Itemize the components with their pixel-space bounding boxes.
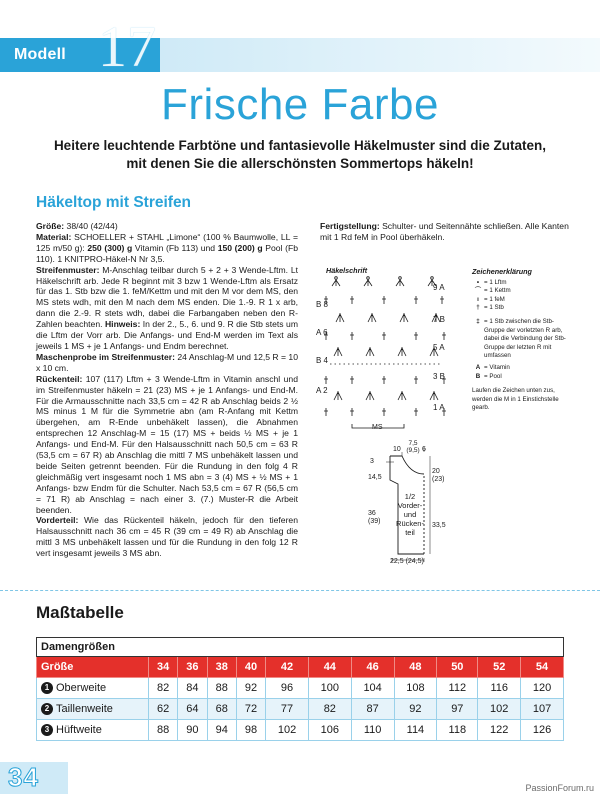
row-label-3: 3 B: [433, 372, 446, 381]
material-label: Material:: [36, 231, 72, 242]
table-cell: 108: [394, 678, 437, 699]
table-cell: 112: [437, 678, 478, 699]
modell-label: Modell: [14, 46, 66, 63]
legend-title: Zeichenerklärung: [472, 267, 532, 276]
table-cell: 110: [351, 720, 394, 741]
table-cell: 96: [266, 678, 309, 699]
legend-symbol: •: [476, 278, 480, 286]
dim-top-left: 10: [393, 446, 401, 453]
section-divider: [0, 590, 600, 591]
table-cell: 97: [437, 699, 478, 720]
table-cell: 72: [236, 699, 265, 720]
hinweis-label: Hinweis:: [104, 319, 141, 330]
material-bold-1: 250 (300) g: [87, 242, 133, 253]
section-title: Häkeltop mit Streifen: [36, 194, 192, 211]
row-label-text: Hüftweite: [56, 723, 102, 736]
streifen-label: Streifenmuster:: [36, 264, 100, 275]
size-cell: 44: [308, 657, 351, 678]
legend-text: = 1 feM: [484, 295, 505, 303]
table-cell: 98: [236, 720, 265, 741]
size-cell: 46: [351, 657, 394, 678]
size-cell: 54: [521, 657, 564, 678]
table-cell: 104: [351, 678, 394, 699]
row-label-9: 9 A: [433, 283, 445, 292]
size-cell: 36: [178, 657, 207, 678]
material-bold-2: 150 (200) g: [217, 242, 263, 253]
table-cell: 100: [308, 678, 351, 699]
size-label: Größe: [37, 657, 149, 678]
table-cell: 114: [394, 720, 437, 741]
material-text-c: Pool (Fb 110). 1 KNITPRO-Häkel-N Nr 3,5.: [36, 242, 298, 264]
subtitle: [40, 137, 560, 173]
legend-b-text: = Pool: [484, 372, 502, 380]
mass-title: Maßtabelle: [36, 603, 124, 622]
size-cell: 42: [266, 657, 309, 678]
legend-item-b: [472, 373, 572, 382]
table-row: [37, 678, 564, 699]
size-cell: 38: [207, 657, 236, 678]
streifen-text-a: M-Anschlag teilbar durch 5 + 2 + 3 Wende-Lftm. Lt Häkelschrift arb. Jede R beginnt mit 3 bzw 1 Wende-Lftm als Ersatz für das 1. Stb bzw die 1. feM/Kettm und mit den M vor dem MS, den MS stets wdh, mit den M nach dem MS enden. Die 1.-9. R 1 x arb, dann die 2.-9. R stets wdh, dabei die Farbangaben neben den R-Zahlen beachten.: [36, 264, 298, 330]
table-cell: 118: [437, 720, 478, 741]
row-label-1: 1 A: [433, 403, 445, 412]
ruecken-paragraph: [36, 374, 298, 516]
row-label-2: A 2: [316, 386, 328, 395]
legend-symbol: ı: [477, 295, 479, 303]
legend-group-text: = 1 Stb zwischen die Stb-Gruppe der vorletzten R arb, dabei die Verbindung der Stb-Gruppe der letzten R mit umfassen: [484, 317, 566, 360]
table-group-header: Damengrößen: [37, 638, 564, 657]
page-title: Frische Farbe: [161, 80, 439, 129]
fertig-text: Schulter- und Seitennähte schließen. Alle Kanten mit 1 Rd feM in Pool überhäkeln.: [320, 221, 569, 242]
number-3-icon: 3: [41, 724, 53, 736]
table-header-row: [37, 657, 564, 678]
dim-left-145: 14,5: [368, 474, 382, 481]
legend-item-a: [472, 364, 572, 373]
maschen-text: 24 Anschlag-M und 12,5 R = 10 x 10 cm.: [36, 351, 298, 373]
ruecken-text: 107 (117) Lftm + 3 Wende-Lftm in Vitamin anschl und im Streifenmuster häkeln = 21 (23) MS + je 1 Anfangs- und End-M. Für die Armausschnitte nach 33,5 cm = 42 R ab Anschlag beids 2 ½ MS minus 1 M für die Symmetrie abn (am R-Anfang mit Kettm übergehen, am R-Ende unbehäkelt lassen), die Abnahmen entsprechen 12 Anschlag-M = 15 (17) MS + beids ½ MS + je 1 Anfangs- und End-M. Für den Halsausschnitt nach 50,5 cm = 63 R (53,5 cm = 67 R) ab Anschlag die mittl 7 MS unbehäkelt lassen und beide Seiten getrennt beenden. Für die Rundung in den folg 4 R gleichmäßig vert insgesamt noch 1 MS abn = 3 (4) MS + ½ MS + 1 Anfangs- bzw Endm für die Schulter. Nach 53,5 cm = 67 R (56,5 cm = 71 R) ab Anschlag = nach einer 3. (7.) Muster-R die Arbeit beenden.: [36, 373, 298, 515]
page-number: 34: [8, 762, 39, 792]
groesse-text: 38/40 (42/44): [64, 221, 118, 231]
fertig-paragraph: [320, 221, 570, 243]
streifen-paragraph: [36, 265, 298, 352]
streifen-text-b: In der 2., 5., 6. und 9. R die Stb stets um die Lftm der Vorr arb. Die Anfangs- und End-M werden im Text als jeweils 1 MS + je 1 Anfangs- und Endm berechnet.: [36, 319, 298, 351]
instructions-column: [36, 221, 298, 559]
size-cell: 52: [478, 657, 521, 678]
dim-top-mid: 7,5 (9,5): [406, 440, 420, 454]
row-label-oberweite: [37, 678, 149, 699]
row-label-7: 7 B: [433, 315, 446, 324]
legend-item: [472, 287, 572, 296]
dim-left-36: 36 (39): [368, 510, 381, 525]
size-cell: 34: [149, 657, 178, 678]
row-label-5: 5 A: [433, 343, 445, 352]
table-cell: 82: [149, 678, 178, 699]
subtitle-line-1: Heitere leuchtende Farbtöne und fantasievolle Häkelmuster sind die Zutaten,: [53, 138, 547, 153]
dim-top-right: 6: [422, 446, 426, 453]
table-cell: 68: [207, 699, 236, 720]
dim-left-3: 3: [370, 458, 374, 465]
dim-right-20: 20 (23): [432, 468, 445, 483]
table-cell: 92: [236, 678, 265, 699]
legend-item: [472, 279, 572, 288]
chart-title: Häkelschrift: [326, 266, 368, 275]
maschen-label: Maschenprobe im Streifenmuster:: [36, 351, 175, 362]
table-cell: 122: [478, 720, 521, 741]
ruecken-label: Rückenteil:: [36, 373, 83, 384]
table-cell: 102: [266, 720, 309, 741]
row-label-8: B 8: [316, 300, 329, 309]
legend-text: = 1 Kettm: [484, 287, 511, 295]
number-1-icon: 1: [41, 682, 53, 694]
table-row: [37, 699, 564, 720]
stitch-group-icon: ‡: [476, 317, 480, 325]
legend-text: = 1 Lftm: [484, 278, 507, 286]
size-cell: 48: [394, 657, 437, 678]
schematic-center-label: 1/2 Vorder- und Rücken- teil: [396, 492, 424, 537]
legend-b-label: B: [475, 372, 481, 380]
row-label-hueftweite: [37, 720, 149, 741]
table-cell: 88: [149, 720, 178, 741]
table-cell: 92: [394, 699, 437, 720]
table-cell: 77: [266, 699, 309, 720]
groesse-paragraph: [36, 221, 298, 232]
dim-right-335: 33,5: [432, 522, 446, 529]
table-cell: 82: [308, 699, 351, 720]
vorder-paragraph: [36, 515, 298, 559]
material-paragraph: [36, 232, 298, 265]
row-label-taillenweite: [37, 699, 149, 720]
legend-symbol: †: [476, 304, 480, 312]
row-label-6: A 6: [316, 328, 328, 337]
table-group-row: [37, 638, 564, 657]
watermark: PassionForum.ru: [525, 783, 594, 793]
dim-bottom: 22,5 (24,5): [390, 558, 424, 565]
table-row: [37, 720, 564, 741]
table-cell: 90: [178, 720, 207, 741]
number-2-icon: 2: [41, 703, 53, 715]
size-cell: 40: [236, 657, 265, 678]
crochet-chart: [312, 266, 462, 436]
table-cell: 106: [308, 720, 351, 741]
garment-schematic: [362, 440, 472, 570]
legend-note: Laufen die Zeichen unten zus, werden die M in 1 Einstichstelle gearb.: [472, 387, 559, 412]
table-cell: 107: [521, 699, 564, 720]
vorder-text: Wie das Rückenteil häkeln, jedoch für den tieferen Halsausschnitt nach 36 cm = 45 R (39 cm = 49 R) ab Anschlag die mittl 3 MS unbehäkelt lassen und für die Rundung in den folg 12 R vert insgesamt jeweils 3 MS abn.: [36, 515, 298, 559]
table-cell: 102: [478, 699, 521, 720]
legend-a-label: A: [475, 363, 481, 371]
chart-legend: [472, 268, 572, 413]
legend-item-group: [472, 318, 572, 361]
row-label-text: Taillenweite: [56, 702, 113, 715]
legend-item: [472, 296, 572, 305]
legend-text: = 1 Stb: [484, 304, 504, 312]
fertig-label: Fertigstellung:: [320, 221, 380, 231]
table-cell: 116: [478, 678, 521, 699]
legend-item: [472, 304, 572, 313]
table-cell: 87: [351, 699, 394, 720]
maschen-paragraph: [36, 352, 298, 374]
ms-label: MS: [372, 424, 383, 431]
header-band: [0, 38, 600, 72]
row-label-text: Oberweite: [56, 681, 107, 694]
subtitle-line-2: mit denen Sie die allerschönsten Sommertops häkeln!: [126, 156, 474, 171]
table-cell: 126: [521, 720, 564, 741]
legend-a-text: = Vitamin: [484, 363, 510, 371]
table-cell: 62: [149, 699, 178, 720]
table-cell: 120: [521, 678, 564, 699]
groesse-label: Größe:: [36, 221, 65, 231]
table-cell: 84: [178, 678, 207, 699]
material-text-a: SCHOELLER + STAHL „Limone“ (100 % Baumwolle, LL = 125 m/50 g):: [36, 231, 298, 253]
size-table: [36, 637, 564, 741]
table-cell: 88: [207, 678, 236, 699]
modell-number: 17: [98, 14, 156, 79]
material-text-b: Vitamin (Fb 113) und: [132, 242, 218, 253]
row-label-4: B 4: [316, 356, 329, 365]
table-cell: 64: [178, 699, 207, 720]
legend-symbol: ⌒: [474, 287, 482, 295]
table-cell: 94: [207, 720, 236, 741]
vorder-label: Vorderteil:: [36, 515, 79, 526]
size-cell: 50: [437, 657, 478, 678]
